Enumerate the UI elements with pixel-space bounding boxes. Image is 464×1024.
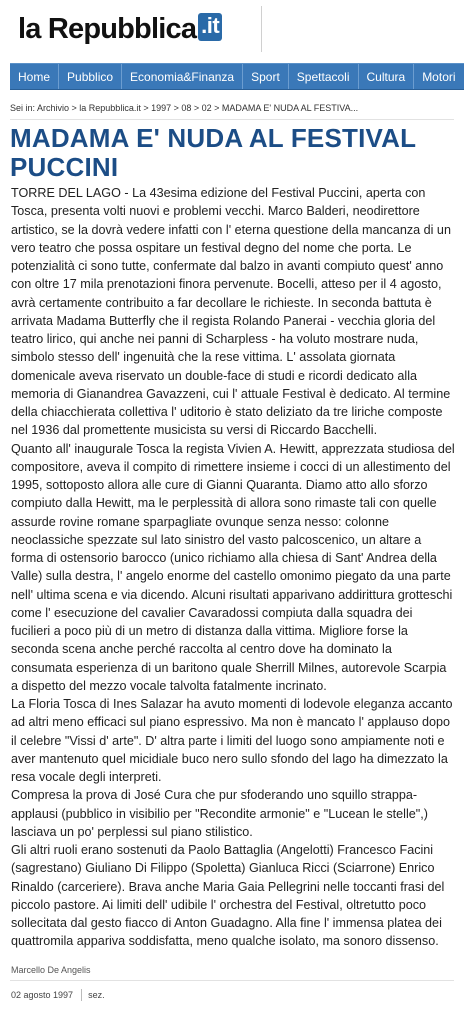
article-paragraph: TORRE DEL LAGO - La 43esima edizione del Festival Puccini, aperta con Tosca, presenta volti nuovi e problemi vecchi. Marco Balderi, neodirettore artistico, se la dovrà vedere infatti con l' eterna questione della mancanza di un vero teatro che possa ospitare un festival degno del nome che porta. Le potenzialità ci sono tutte, confermate dal balzo in avanti compiuto quest' anno con oltre 17 mila prenotazioni finora pervenute. Bocelli, atteso per il 4 agosto, avrà certamente contribuito a far decollare le richieste. In seconda battuta è arrivata Madama Butterfly che il regista Rolando Panerai - vecchia gloria del teatro lirico, qui anche nei panni di Scharpless - ha voluto mostrare nuda, simbolo stesso dell' ingenuità che la rese vittima. L' assolata giornata domenicale aveva riservato un double-face di studi e ricordi dedicato alla memoria di Gianandrea Gavazzeni, cui l' attuale Festival è dedicato. Al termine della chiacchierata collettiva l' uditorio è stato deliziato da tre liriche composte nel 1936 dal promettente musicista su versi di Riccardo Bacchelli. [11,186,451,438]
article-paragraph: La Floria Tosca di Ines Salazar ha avuto momenti di lodevole eleganza accanto ad altri meno efficaci sul piano espressivo. Ma non è mancato l' applauso dopo il celebre "Vissi d' arte". D' altra parte i limiti del luogo sono ampiamente noti e aver mantenuto quel micidiale buco nero sullo sfondo del lago ha dimezzato la resa vocale degli interpreti. [11,697,453,784]
nav-item-sport[interactable]: Sport [243,64,289,89]
site-logo[interactable] [18,9,222,49]
article-paragraph: Gli altri ruoli erano sostenuti da Paolo Battaglia (Angelotti) Francesco Facini (sagrestano) Giuliano Di Filippo (Spoletta) Gianluca Ricci (Sciarrone) Enrico Rinaldo (carceriere). Brava anche Maria Gaia Pellegrini nelle toccanti frasi del piccolo pastore. Ai limiti dell' udibile l' orchestra del Festival, oltretutto poco sollecitata dal gesto fiacco di Anton Guadagno. Alla fine l' immensa platea dei quattromila appariva soddisfatta, meno qualche isolato, ma sonoro dissenso. [11,843,445,949]
dateline-separator [81,989,82,1001]
article-paragraph: Quanto all' inaugurale Tosca la regista Vivien A. Hewitt, apprezzata studiosa del compositore, aveva il compito di rimettere insieme i cocci di un allestimento del 1995, sottoposto allora alle cure di Gianni Quaranta. Diamo atto allo sforzo compiuto dalla Hewitt, ma le perplessità di allora sono rimaste tali con quelle assurde rovine romane sparpagliate ovunque senza nesso: colonne neoclassiche spezzate sul lato sinistro del vasto palcoscenico, un altare a forma di ostensorio barocco (unico richiamo alla chiesa di Sant' Andrea della Valle) sulla destra, l' angelo enorme del castello omonimo piegato da una parte nell' ultima scena e via dicendo. Alcuni risultati apparivano addirittura grotteschi come l' esecuzione del cavalier Cavaradossi compiuta dalla squadra dei fucilieri a poco più di un metro di distanza dalla vittima. Migliore forse la seconda scena anche perché raccolta al centro dove ha dominato la consumata esperienza di un baritono quale Sherrill Milnes, autorevole Scarpia a dispetto del mezzo vocale talvolta fatalmente incrinato. [11,441,455,693]
nav-item-home[interactable]: Home [10,64,59,89]
article-date: 02 agosto 1997 [11,990,74,1000]
logo-suffix-badge: .it [198,13,222,41]
main-nav [10,63,464,90]
nav-item-pubblico[interactable]: Pubblico [59,64,122,89]
logo-wordmark: la Repubblica [18,12,197,45]
article-author: Marcello De Angelis [11,965,91,975]
nav-item-cultura[interactable]: Cultura [359,64,415,89]
article-body [11,184,455,951]
breadcrumb-divider [10,119,454,120]
nav-item-spettacoli[interactable]: Spettacoli [289,64,359,89]
breadcrumb[interactable]: Sei in: Archivio > la Repubblica.it > 1997 > 08 > 02 > MADAMA E' NUDA AL FESTIVA... [10,103,359,113]
article-dateline [11,989,105,1001]
nav-item-motori[interactable]: Motori [414,64,464,89]
page-title: MADAMA E' NUDA AL FESTIVAL PUCCINI [10,123,416,182]
masthead-divider [261,6,262,52]
footer-divider [10,980,454,981]
article-paragraph: Compresa la prova di José Cura che pur sfoderando uno squillo strappa-applausi (pubblico in visibilio per "Recondite armonie" e "Lucean le stelle",) lasciava un po' perplessi sul piano stilistico. [11,788,428,839]
article-section: sez. [88,990,105,1000]
masthead [0,0,464,62]
nav-item-economia-finanza[interactable]: Economia&Finanza [122,64,243,89]
